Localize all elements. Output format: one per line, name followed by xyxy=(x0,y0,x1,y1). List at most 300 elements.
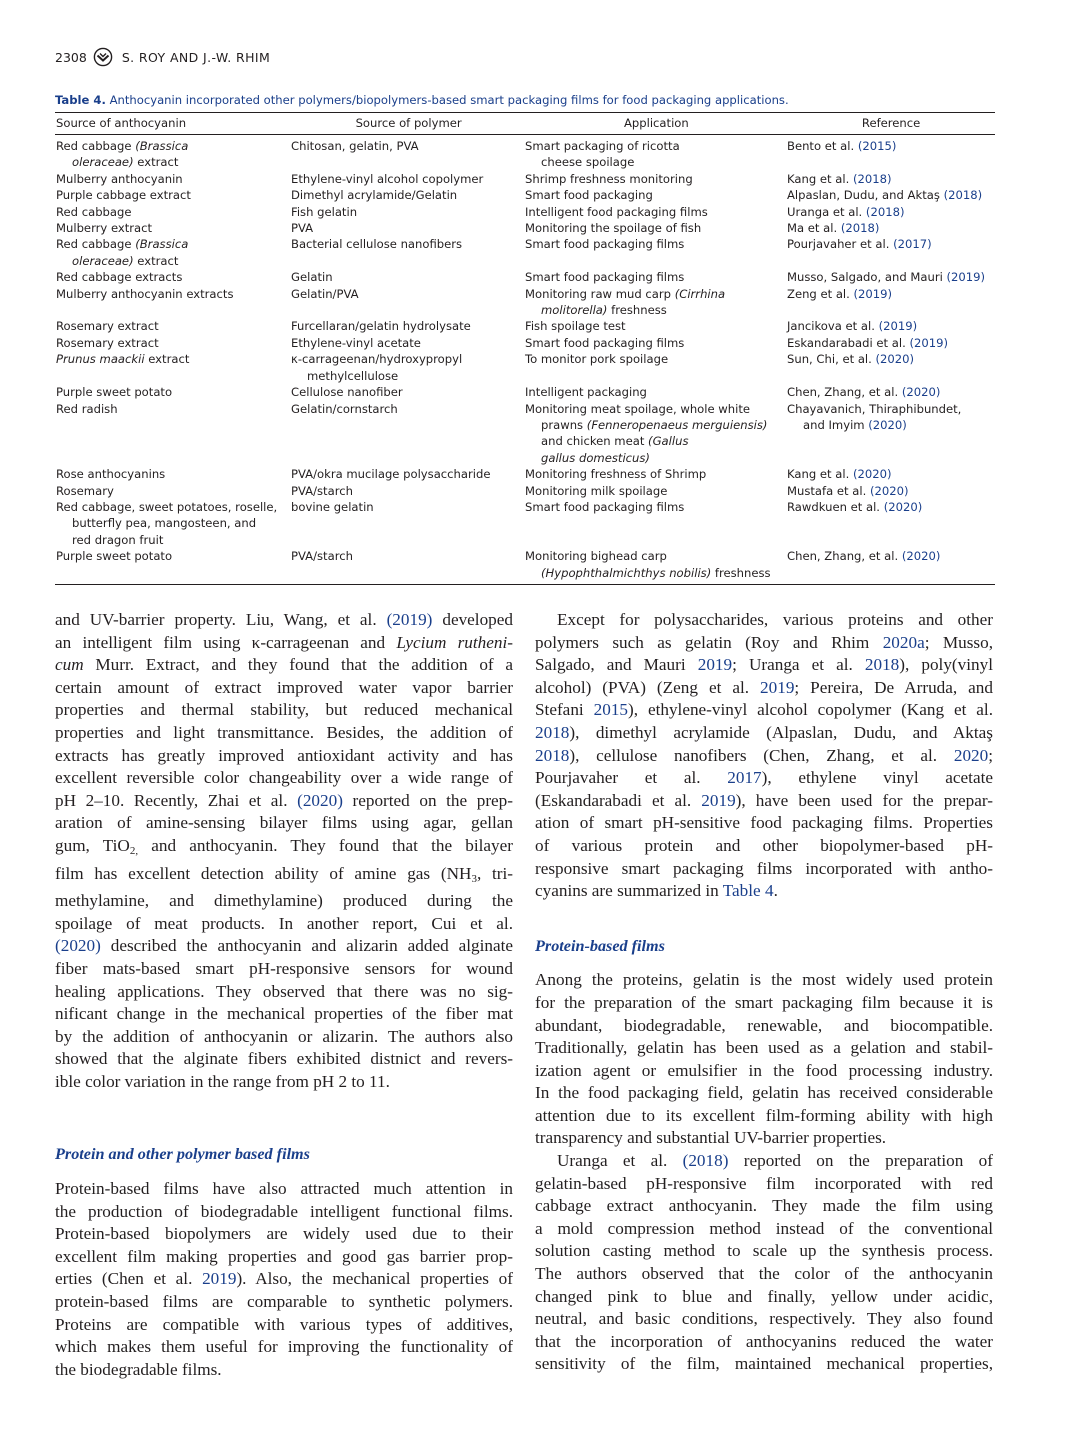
cell-reference xyxy=(787,548,995,564)
text-line: solution casting method to scale up the synthesis process. xyxy=(535,1241,993,1261)
cell-polymer xyxy=(291,220,525,236)
text-line: cum Murr. Extract, and they found that the addition of a xyxy=(55,655,513,675)
text-line: sensitivity of the film, maintained mechanical properties, xyxy=(535,1354,993,1374)
cell-line: PVA/starch xyxy=(291,483,353,498)
cell-line: Intelligent packaging xyxy=(525,385,647,400)
cell-line: PVA xyxy=(291,221,314,236)
text-line: healing applications. They observed that there was no sig- xyxy=(55,981,513,1001)
cell-line: Bacterial cellulose nanofibers xyxy=(291,237,463,252)
cell-application xyxy=(525,499,787,515)
right-column xyxy=(535,609,993,1376)
cell-reference xyxy=(787,466,995,482)
reference-year-link[interactable]: (2015) xyxy=(857,139,897,153)
cell-line: bovine gelatin xyxy=(291,499,374,514)
cell-line: molitorella) freshness xyxy=(541,303,667,318)
cell-line: Red cabbage xyxy=(56,204,132,219)
cell-line xyxy=(787,499,985,515)
cell-line: Purple sweet potato xyxy=(56,385,173,400)
text-line: aration of amine-sensing bilayer films using agar, gellan xyxy=(55,813,513,833)
table-body xyxy=(55,135,995,581)
reference-year-link[interactable]: (2018) xyxy=(852,171,892,186)
cell-line: Smart food packaging xyxy=(525,188,653,203)
reference-authors: Mustafa et al. xyxy=(787,483,870,498)
reference-authors: Ma et al. xyxy=(787,221,841,236)
cell-line: Red cabbage extracts xyxy=(56,270,183,285)
running-header xyxy=(55,44,270,70)
text-line: an intelligent film using κ-carrageenan and Lycium rutheni- xyxy=(55,632,513,652)
cell-line: butterfly pea, mangosteen, and xyxy=(72,516,257,531)
cell-reference xyxy=(787,187,995,203)
cell-line xyxy=(787,483,985,499)
cell-polymer xyxy=(291,318,525,334)
publisher-logo-icon xyxy=(93,47,113,67)
cell-source xyxy=(55,171,291,187)
table-row xyxy=(55,286,995,319)
cell-line: Fish spoilage test xyxy=(525,319,626,334)
cell-polymer xyxy=(291,171,525,187)
reference-year-link[interactable]: (2019) xyxy=(878,319,918,334)
citation-link[interactable]: 2017 xyxy=(727,768,762,788)
text-line: properties and light transmittance. Besides, the addition of xyxy=(55,722,513,742)
cell-line: Dimethyl acrylamide/Gelatin xyxy=(291,188,458,203)
reference-authors: Bento et al. xyxy=(787,139,858,153)
reference-authors: Kang et al. xyxy=(787,171,853,186)
reference-authors: Chen, Zhang, et al. xyxy=(787,385,902,400)
reference-authors: Kang et al. xyxy=(787,467,853,482)
text-line: which makes them useful for improving the functionality of xyxy=(55,1337,513,1357)
cell-line: Shrimp freshness monitoring xyxy=(525,171,693,186)
reference-year-link[interactable]: (2020) xyxy=(852,467,892,482)
cell-line: Red cabbage (Brassica xyxy=(56,139,189,153)
citation-link[interactable]: 2018 xyxy=(535,745,570,765)
reference-authors: Uranga et al. xyxy=(787,204,866,219)
table-row xyxy=(55,171,995,187)
cell-line: methylcellulose xyxy=(307,368,399,383)
cell-line: oleraceae) extract xyxy=(72,155,179,170)
cell-polymer xyxy=(291,138,525,154)
table-row xyxy=(55,269,995,285)
text-line: (2020) described the anthocyanin and alizarin added alginate xyxy=(55,936,513,956)
text-line: excellent reversible color changeability over a wide range of xyxy=(55,768,513,788)
cell-reference xyxy=(787,286,995,302)
cell-line: Rose anthocyanins xyxy=(56,467,166,482)
table-row xyxy=(55,499,995,548)
cell-line: Red cabbage (Brassica xyxy=(56,237,189,252)
cell-line: Purple cabbage extract xyxy=(56,188,191,203)
left-paragraph-1 xyxy=(55,609,513,1093)
cell-reference xyxy=(787,220,995,236)
cell-line: Ethylene-vinyl alcohol copolymer xyxy=(291,171,484,186)
cell-line: gallus domesticus) xyxy=(541,450,650,465)
cell-polymer xyxy=(291,335,525,351)
col-header-application: Application xyxy=(623,116,689,131)
cell-line: Rosemary extract xyxy=(56,335,159,350)
cell-polymer xyxy=(291,483,525,499)
text-line: (Eskandarabadi et al. 2019), have been used for the prepar- xyxy=(535,790,993,810)
cell-line: prawns (Fenneropenaeus merguiensis) xyxy=(541,417,768,432)
text-line: for the preparation of the smart packaging film because it is xyxy=(535,992,993,1012)
cell-source xyxy=(55,138,291,171)
cell-line: Mulberry extract xyxy=(56,221,153,236)
cell-line xyxy=(787,204,985,220)
citation-link[interactable]: 2020a xyxy=(882,632,925,652)
table-row xyxy=(55,548,995,581)
cell-line: Purple sweet potato xyxy=(56,549,173,564)
cell-line: Rosemary xyxy=(56,483,114,498)
cell-line: Fish gelatin xyxy=(291,204,358,219)
text-line: and UV-barrier property. Liu, Wang, et al. (2019) developed xyxy=(55,610,513,629)
text-line: neutral, and basic conditions, respectively. They also found xyxy=(535,1309,993,1329)
reference-year-link[interactable]: (2017) xyxy=(893,237,932,252)
left-paragraph-2 xyxy=(55,1178,513,1381)
cell-reference xyxy=(787,401,995,434)
text-line: nificant change in the mechanical properties of the fiber mat xyxy=(55,1004,513,1024)
citation-link[interactable]: 2019 xyxy=(701,790,736,810)
text-line: Stefani 2015), ethylene-vinyl alcohol copolymer (Kang et al. xyxy=(535,700,993,720)
cell-line xyxy=(787,384,985,400)
cell-line: Ethylene-vinyl acetate xyxy=(291,335,421,350)
cell-line xyxy=(787,351,985,367)
text-line: In the food packaging field, gelatin has received considerable xyxy=(535,1083,993,1103)
cell-application xyxy=(525,286,787,319)
cell-line: (Hypophthalmichthys nobilis) freshness xyxy=(541,565,771,580)
reference-year-link[interactable]: (2018) xyxy=(943,188,983,203)
cell-source xyxy=(55,499,291,548)
cell-reference xyxy=(787,483,995,499)
cell-line: Gelatin/cornstarch xyxy=(291,401,398,416)
citation-link[interactable]: (2019) xyxy=(386,610,433,629)
cell-polymer xyxy=(291,187,525,203)
cell-application xyxy=(525,171,787,187)
cell-line: To monitor pork spoilage xyxy=(525,352,669,367)
page-number: 2308 xyxy=(55,49,87,65)
cell-application xyxy=(525,236,787,252)
table-row xyxy=(55,138,995,171)
section-heading: Protein-based films xyxy=(535,936,665,955)
text-line: showed that the alginate fibers exhibited distnict and revers- xyxy=(55,1049,513,1069)
text-line: the production of biodegradable intelligent functional films. xyxy=(55,1201,513,1221)
cell-source xyxy=(55,286,291,302)
text-line: ization agent or emulsifier in the food processing industry. xyxy=(535,1060,993,1080)
text-line: spoilage of meat products. In another report, Cui et al. xyxy=(55,913,513,933)
table-row xyxy=(55,318,995,334)
cell-line xyxy=(787,269,985,285)
cell-reference xyxy=(787,384,995,400)
cell-line: Chitosan, gelatin, PVA xyxy=(291,139,419,153)
cell-line: κ-carrageenan/hydroxypropyl xyxy=(291,352,463,367)
text-line: alcohol) (PVA) (Zeng et al. 2019; Pereira, De Arruda, and xyxy=(535,677,993,697)
citation-link[interactable]: 2019 xyxy=(202,1269,237,1289)
cell-line: Monitoring meat spoilage, whole white xyxy=(525,401,751,416)
table-row xyxy=(55,220,995,236)
cell-application xyxy=(525,384,787,400)
text-line: excellent film making properties and good gas barrier prop- xyxy=(55,1246,513,1266)
text-line: fiber mats-based smart pH-responsive sensors for wound xyxy=(55,958,513,978)
table-caption xyxy=(55,93,995,107)
cell-line: Red cabbage, sweet potatoes, roselle, xyxy=(56,499,278,514)
reference-authors: Pourjavaher et al. xyxy=(787,237,894,252)
cell-source xyxy=(55,351,291,367)
cell-line: oleraceae) extract xyxy=(72,253,179,268)
reference-authors: Jancikova et al. xyxy=(787,319,879,334)
cell-reference xyxy=(787,236,995,252)
cell-polymer xyxy=(291,548,525,564)
reference-authors: Sun, Chi, et al. xyxy=(787,352,876,367)
cell-reference xyxy=(787,171,995,187)
cell-source xyxy=(55,269,291,285)
text-line: 2018), dimethyl acrylamide (Alpaslan, Dudu, and Aktaş xyxy=(535,722,993,742)
text-line: protein-based films are comparable to synthetic polymers. xyxy=(55,1292,513,1312)
col-header-polymer: Source of polymer xyxy=(355,116,462,131)
cell-reference xyxy=(787,269,995,285)
reference-authors: Zeng et al. xyxy=(787,286,854,301)
reference-year-link[interactable]: (2019) xyxy=(946,270,986,285)
cell-polymer xyxy=(291,236,525,252)
text-line: cyanins are summarized in Table 4. xyxy=(535,881,778,901)
cell-line: Monitoring milk spoilage xyxy=(525,483,668,498)
reference-authors: Rawdkuen et al. xyxy=(787,499,884,514)
text-line: responsive smart packaging films incorporated with antho- xyxy=(535,858,993,878)
cell-line xyxy=(787,187,985,203)
text-line: that the incorporation of anthocyanins reduced the water xyxy=(535,1331,993,1351)
citation-link[interactable]: 2018 xyxy=(535,722,570,742)
text-line: methylamine, and dimethylamine) produced during the xyxy=(55,891,513,911)
cell-reference xyxy=(787,204,995,220)
text-line: transparency and substantial UV-barrier properties. xyxy=(535,1128,887,1148)
cell-polymer xyxy=(291,499,525,515)
table-row xyxy=(55,335,995,351)
table-caption-text: Anthocyanin incorporated other polymers/biopolymers-based smart packaging films for food packaging applications. xyxy=(109,93,789,107)
table-row xyxy=(55,187,995,203)
citation-link[interactable]: 2015 xyxy=(593,700,628,720)
text-line: erties (Chen et al. 2019). Also, the mechanical properties of xyxy=(55,1269,513,1289)
cell-line: Furcellaran/gelatin hydrolysate xyxy=(291,319,471,334)
reference-year-link[interactable]: (2020) xyxy=(875,352,915,367)
text-line: extracts has greatly improved antioxidant activity and has xyxy=(55,745,513,765)
right-paragraph-3 xyxy=(535,1150,993,1376)
table-4 xyxy=(55,112,995,585)
text-line: Pourjavaher et al. 2017), ethylene vinyl acetate xyxy=(535,768,993,788)
citation-link[interactable]: 2018 xyxy=(864,655,900,675)
cell-source xyxy=(55,204,291,220)
cell-application xyxy=(525,401,787,467)
citation-link[interactable]: 2019 xyxy=(697,655,733,675)
cell-line: Smart food packaging films xyxy=(525,335,685,350)
cell-polymer xyxy=(291,351,525,384)
text-line: of various protein and other biopolymer-based pH- xyxy=(535,835,993,855)
cell-line: Smart food packaging films xyxy=(525,270,685,285)
table-row xyxy=(55,351,995,384)
cell-line: Gelatin xyxy=(291,270,333,285)
cell-line: Monitoring bighead carp xyxy=(525,549,667,564)
cell-application xyxy=(525,335,787,351)
table-row xyxy=(55,466,995,482)
cell-application xyxy=(525,220,787,236)
cell-polymer xyxy=(291,204,525,220)
cell-source xyxy=(55,187,291,203)
cell-source xyxy=(55,483,291,499)
left-column xyxy=(55,609,513,1381)
cell-line xyxy=(787,466,985,482)
cell-reference xyxy=(787,351,995,367)
cell-line xyxy=(787,401,985,417)
cell-line: red dragon fruit xyxy=(72,532,164,547)
cell-source xyxy=(55,236,291,269)
reference-authors: and Imyim xyxy=(803,417,869,432)
cell-application xyxy=(525,466,787,482)
text-line: properties and thermal stability, but reduced mechanical xyxy=(55,700,513,720)
text-line: gum, TiO$_{2,}$ and anthocyanin. They found that the bilayer xyxy=(55,835,513,857)
reference-year-link[interactable]: (2020) xyxy=(901,549,941,564)
cell-polymer xyxy=(291,384,525,400)
reference-year-link[interactable]: (2020) xyxy=(868,417,907,432)
citation-link[interactable]: (2020) xyxy=(297,790,343,810)
cell-application xyxy=(525,138,787,171)
cell-line: Red radish xyxy=(56,401,118,416)
text-line: ation of smart pH-sensitive food packaging films. Properties xyxy=(535,813,993,833)
text-line: Protein-based biopolymers are widely used due to their xyxy=(55,1224,513,1244)
table-label: Table 4. xyxy=(55,93,106,107)
cell-line: Smart food packaging films xyxy=(525,237,685,252)
text-line: the biodegradable films. xyxy=(55,1359,222,1379)
col-header-reference: Reference xyxy=(861,116,921,131)
reference-year-link[interactable]: (2019) xyxy=(853,286,893,301)
cell-application xyxy=(525,204,787,220)
cell-line xyxy=(787,236,985,252)
right-paragraph-1 xyxy=(535,609,993,903)
right-paragraph-2 xyxy=(535,969,993,1150)
cell-application xyxy=(525,483,787,499)
cell-line: Smart packaging of ricotta xyxy=(525,139,680,153)
table-row xyxy=(55,204,995,220)
cell-application xyxy=(525,187,787,203)
table-bottom-rule xyxy=(55,584,995,585)
cell-application xyxy=(525,351,787,367)
cell-source xyxy=(55,335,291,351)
reference-year-link[interactable]: (2020) xyxy=(883,499,923,514)
citation-link[interactable]: (2018) xyxy=(682,1151,729,1171)
reference-authors: Chen, Zhang, et al. xyxy=(787,549,902,564)
table-row xyxy=(55,384,995,400)
text-line: 2018), cellulose nanofibers (Chen, Zhang, et al. 2020; xyxy=(535,745,993,765)
reference-year-link[interactable]: (2018) xyxy=(840,221,880,236)
citation-link[interactable]: 2020 xyxy=(953,745,989,765)
cell-reference xyxy=(787,318,995,334)
cell-line xyxy=(787,138,985,154)
reference-year-link[interactable]: (2019) xyxy=(909,335,949,350)
cell-line: Prunus maackii extract xyxy=(56,352,190,367)
cell-application xyxy=(525,318,787,334)
cell-source xyxy=(55,548,291,564)
text-line: Protein-based films have also attracted much attention in xyxy=(55,1179,513,1199)
reference-authors: Eskandarabadi et al. xyxy=(787,335,910,350)
cell-line: Monitoring raw mud carp (Cirrhina xyxy=(525,286,726,301)
text-line: Proteins are compatible with various types of additives, xyxy=(55,1314,513,1334)
cell-line xyxy=(787,417,985,433)
text-line: abundant, biodegradable, renewable, and biocompatible. xyxy=(535,1015,993,1035)
text-line: Uranga et al. (2018) reported on the preparation of xyxy=(557,1151,993,1171)
cell-polymer xyxy=(291,401,525,417)
cell-polymer xyxy=(291,269,525,285)
table-row xyxy=(55,236,995,269)
text-line: certain amount of extract improved water vapor barrier xyxy=(55,677,513,697)
text-line: gelatin-based pH-responsive film incorporated with red xyxy=(535,1173,993,1193)
table-header-row xyxy=(55,113,995,134)
cell-line xyxy=(787,318,985,334)
cell-line: Gelatin/PVA xyxy=(291,286,359,301)
cell-source xyxy=(55,384,291,400)
cell-polymer xyxy=(291,466,525,482)
text-line: attention due to its excellent film-forming ability with high xyxy=(535,1105,993,1125)
citation-link[interactable]: (2020) xyxy=(55,936,101,956)
text-line: The authors observed that the color of the anthocyanin xyxy=(535,1264,993,1284)
text-line: pH 2–10. Recently, Zhai et al. (2020) reported on the prep- xyxy=(55,790,513,810)
cell-line: Rosemary extract xyxy=(56,319,159,334)
cell-line xyxy=(787,335,985,351)
cell-source xyxy=(55,220,291,236)
cell-line: and chicken meat (Gallus xyxy=(541,434,689,449)
cell-line: Smart food packaging films xyxy=(525,499,685,514)
cell-line: PVA/starch xyxy=(291,549,353,564)
cell-line: Intelligent food packaging films xyxy=(525,204,708,219)
cell-line xyxy=(787,548,985,564)
cell-reference xyxy=(787,138,995,154)
reference-authors: Alpaslan, Dudu, and Aktaş xyxy=(787,188,944,203)
citation-link[interactable]: 2019 xyxy=(760,677,795,697)
cell-line: PVA/okra mucilage polysaccharide xyxy=(291,467,491,482)
cell-line: Mulberry anthocyanin xyxy=(56,171,183,186)
cell-source xyxy=(55,401,291,417)
text-line: ible color variation in the range from pH 2 to 11. xyxy=(55,1071,390,1091)
cell-line xyxy=(787,171,985,187)
cell-polymer xyxy=(291,286,525,302)
cell-source xyxy=(55,318,291,334)
cell-source xyxy=(55,466,291,482)
reference-year-link[interactable]: (2020) xyxy=(901,385,941,400)
cell-reference xyxy=(787,335,995,351)
text-line: Anong the proteins, gelatin is the most widely used protein xyxy=(535,970,993,990)
table-row xyxy=(55,401,995,467)
cell-reference xyxy=(787,499,995,515)
running-authors: S. ROY AND J.-W. RHIM xyxy=(121,49,271,65)
text-line: Traditionally, gelatin has been used as a gelation and stabil- xyxy=(535,1038,993,1058)
text-line: polymers such as gelatin (Roy and Rhim 2020a; Musso, xyxy=(535,632,994,652)
cell-line xyxy=(787,220,985,236)
reference-authors: Chayavanich, Thiraphibundet, xyxy=(787,401,962,416)
text-line: a mold compression method instead of the conventional xyxy=(535,1218,993,1238)
table-4-link[interactable]: Table 4 xyxy=(722,881,774,901)
cell-line xyxy=(787,286,985,302)
reference-year-link[interactable]: (2018) xyxy=(865,204,905,219)
text-line: by the addition of anthocyanin or alizarin. The authors also xyxy=(55,1026,513,1046)
text-line: changed pink to blue and finally, yellow under acidic, xyxy=(535,1286,993,1306)
reference-year-link[interactable]: (2020) xyxy=(869,483,909,498)
table-row xyxy=(55,483,995,499)
text-line: film has excellent detection ability of amine gas ($NH_3$, tri- xyxy=(55,863,514,885)
col-header-source: Source of anthocyanin xyxy=(56,116,187,131)
cell-line: Monitoring freshness of Shrimp xyxy=(525,467,707,482)
section-heading: Protein and other polymer based films xyxy=(55,1145,310,1164)
cell-line: Cellulose nanofiber xyxy=(291,385,403,400)
cell-line: cheese spoilage xyxy=(541,155,635,170)
text-line: Except for polysaccharides, various proteins and other xyxy=(557,610,993,629)
cell-line: Mulberry anthocyanin extracts xyxy=(56,286,234,301)
text-line: Salgado, and Mauri 2019; Uranga et al. 2018), poly(vinyl xyxy=(535,655,993,675)
cell-application xyxy=(525,269,787,285)
cell-application xyxy=(525,548,787,581)
cell-line: Monitoring the spoilage of fish xyxy=(525,221,702,236)
text-line: cabbage extract anthocyanin. They made the film using xyxy=(535,1196,993,1216)
